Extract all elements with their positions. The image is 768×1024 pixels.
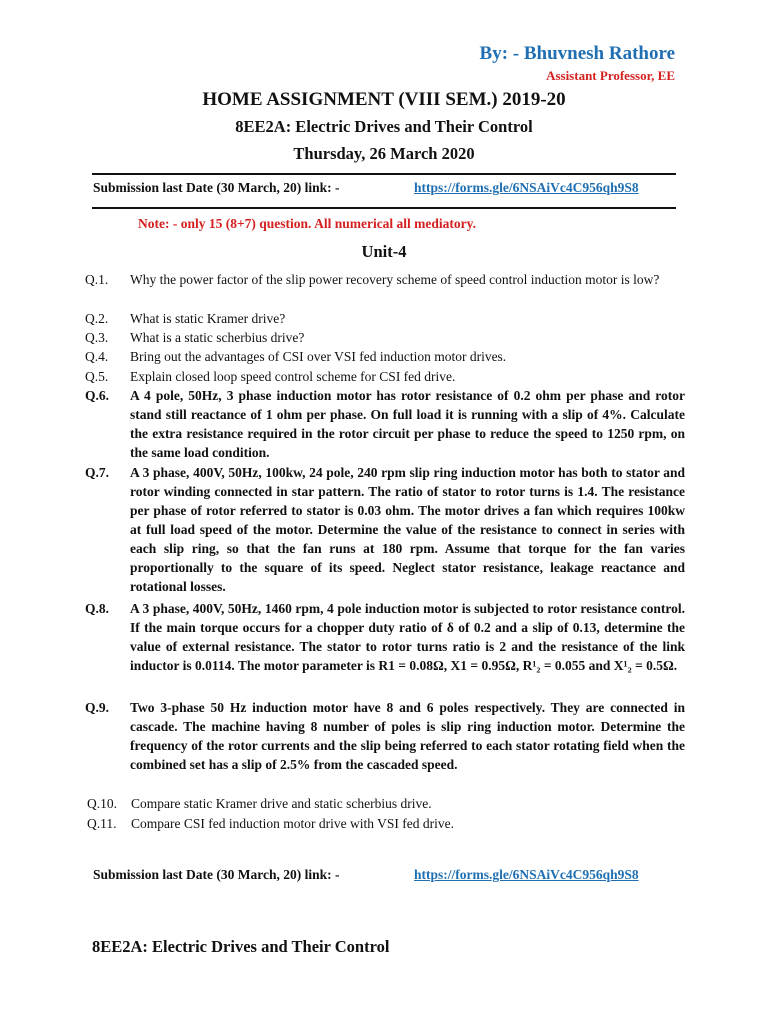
- assignment-date: Thursday, 26 March 2020: [293, 144, 475, 163]
- question-item: [85, 698, 685, 774]
- question-item: [85, 270, 685, 289]
- question-text: Bring out the advantages of CSI over VSI fed induction motor drives.: [130, 349, 507, 364]
- question-item: [85, 309, 685, 328]
- author-name: By: - Bhuvnesh Rathore: [479, 43, 675, 64]
- submission-link-bottom[interactable]: https://forms.gle/6NSAiVc4C956qh9S8: [414, 867, 639, 882]
- question-number: Q.8.: [85, 601, 110, 616]
- course-name: 8EE2A: Electric Drives and Their Control: [235, 117, 533, 136]
- question-number: Q.7.: [85, 465, 110, 480]
- question-text: What is static Kramer drive?: [130, 311, 286, 326]
- question-text: What is a static scherbius drive?: [130, 330, 305, 345]
- submission-label-bottom: Submission last Date (30 March, 20) link: -: [93, 867, 340, 882]
- question-text: A 4 pole, 50Hz, 3 phase induction motor has rotor resistance of 0.2 ohm per phase and rotor stand still reactance of 1 ohm per phase. On full load it is running with a slip of 4%. Calculate the extra resistance required in the rotor circuit per phase to reduce the speed to 1250 rpm, on the same load condition.: [130, 388, 685, 460]
- question-number: Q.9.: [85, 700, 110, 715]
- question-text: Why the power factor of the slip power recovery scheme of speed control induction motor is low?: [130, 272, 660, 287]
- footer-course-name: 8EE2A: Electric Drives and Their Control: [92, 937, 390, 956]
- question-text: Explain closed loop speed control scheme for CSI fed drive.: [130, 369, 456, 384]
- question-text: Compare CSI fed induction motor drive with VSI fed drive.: [131, 816, 454, 831]
- question-item: [85, 599, 685, 675]
- author-role: Assistant Professor, EE: [546, 68, 675, 83]
- question-item: [85, 347, 685, 366]
- question-item: [85, 367, 685, 386]
- question-item: [87, 794, 687, 813]
- unit-heading: Unit-4: [361, 242, 407, 261]
- question-number: Q.3.: [85, 330, 109, 345]
- question-number: Q.4.: [85, 349, 109, 364]
- question-item: [85, 463, 685, 596]
- question-item: [85, 386, 685, 462]
- submission-link[interactable]: https://forms.gle/6NSAiVc4C956qh9S8: [414, 180, 639, 195]
- question-number: Q.6.: [85, 388, 110, 403]
- submission-label: Submission last Date (30 March, 20) link: -: [93, 180, 340, 195]
- note-text: Note: - only 15 (8+7) question. All numerical all mediatory.: [138, 216, 477, 231]
- top-divider: [92, 173, 676, 175]
- question-number: Q.2.: [85, 311, 109, 326]
- page-title: HOME ASSIGNMENT (VIII SEM.) 2019-20: [202, 89, 566, 110]
- bottom-divider: [92, 207, 676, 209]
- question-item: [85, 328, 685, 347]
- question-number: Q.10.: [87, 796, 117, 811]
- question-text: Two 3-phase 50 Hz induction motor have 8 and 6 poles respectively. They are connected in cascade. The machine having 8 number of poles is slip ring induction motor. Determine the frequency of the rotor currents and the slip being referred to each stator rotating field when the combined set has a slip of 2.5% from the cascaded speed.: [130, 700, 685, 772]
- question-text: Compare static Kramer drive and static scherbius drive.: [131, 796, 432, 811]
- question-item: [87, 814, 687, 833]
- question-number: Q.5.: [85, 369, 109, 384]
- question-number: Q.11.: [87, 816, 117, 831]
- question-text: A 3 phase, 400V, 50Hz, 1460 rpm, 4 pole induction motor is subjected to rotor resistance control. If the main torque occurs for a chopper duty ratio of δ of 0.2 and a slip of 0.13, determine the value of external resistance. The stator to rotor turns ratio is 2 and the resistance of the link inductor is 0.0114. The motor parameter is R1 = 0.08Ω, X1 = 0.95Ω, R¹₂ = 0.055 and X¹₂ = 0.5Ω.: [130, 601, 685, 673]
- question-number: Q.1.: [85, 272, 109, 287]
- question-text: A 3 phase, 400V, 50Hz, 100kw, 24 pole, 240 rpm slip ring induction motor has both to stator and rotor winding connected in star pattern. The ratio of stator to rotor turns is 1.4. The resistance per phase of rotor referred to stator is 0.03 ohm. The motor drives a fan which requires 100kw at full load speed of the motor. Determine the value of the resistance to connect in series with each slip ring, so that the fan runs at 180 rpm. Assume that torque for the fan varies proportionally to the square of its speed. Neglect stator resistance, leakage reactance and rotational losses.: [130, 465, 685, 594]
